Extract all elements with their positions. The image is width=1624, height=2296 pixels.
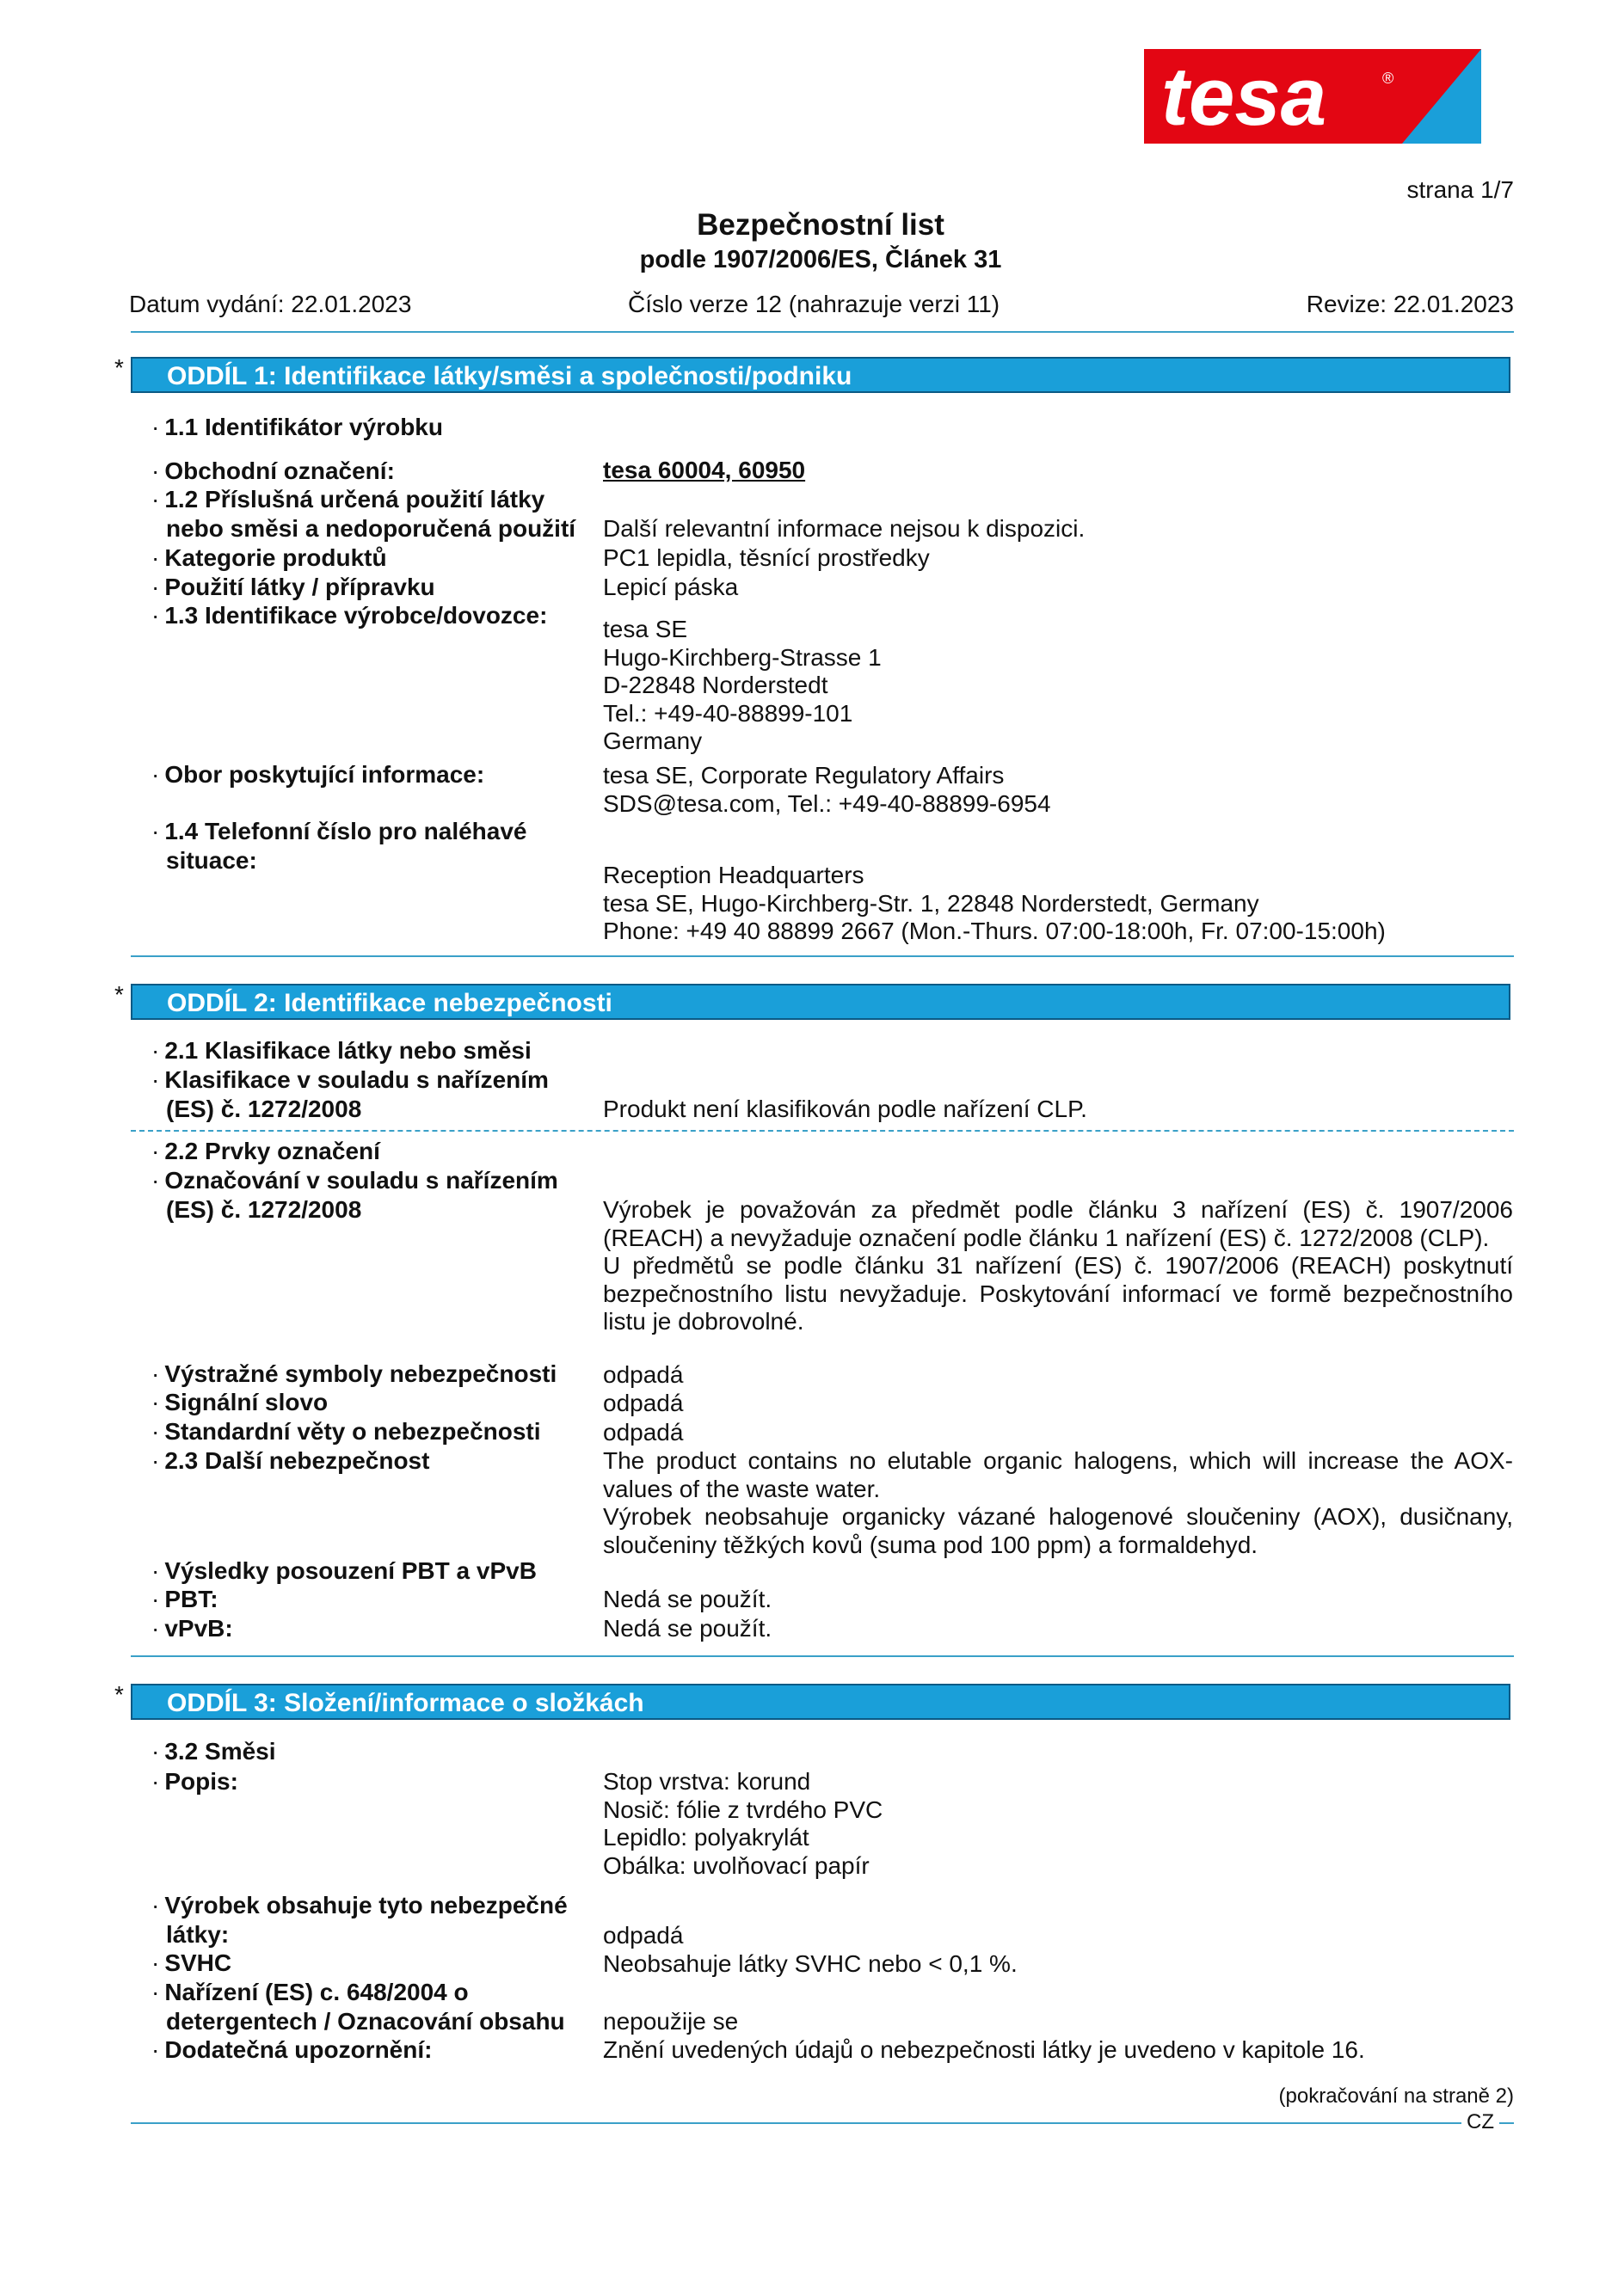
- field-label: · Označování v souladu s nařízením (ES) č. 1272/2008: [151, 1167, 558, 1223]
- field-label: · 3.2 Směsi: [151, 1738, 276, 1765]
- field-label: · 2.1 Klasifikace látky nebo směsi: [151, 1037, 532, 1064]
- field-value: Další relevantní informace nejsou k dispozici.: [603, 515, 1086, 542]
- logo-registered-mark: ®: [1382, 70, 1394, 87]
- field-label: · 2.3 Další nebezpečnost: [151, 1447, 430, 1474]
- continued-note: (pokračování na straně 2): [1278, 2084, 1514, 2108]
- trade-name-value: tesa 60004, 60950: [603, 457, 806, 483]
- field-label: · Obchodní označení:: [151, 457, 395, 484]
- field-value: odpadá: [603, 1390, 684, 1416]
- issue-date: Datum vydání: 22.01.2023: [129, 291, 412, 317]
- field-label: · Popis:: [151, 1768, 238, 1795]
- section-1-heading: ODDÍL 1: Identifikace látky/směsi a společnosti/podniku: [131, 357, 1510, 393]
- page-number: strana 1/7: [1406, 176, 1514, 203]
- footer-divider: [131, 2122, 1514, 2124]
- field-value: nepoužije se: [603, 2008, 739, 2035]
- section-3-heading: ODDÍL 3: Složení/informace o složkách: [131, 1684, 1510, 1720]
- document-subtitle: podle 1907/2006/ES, Článek 31: [639, 246, 1002, 273]
- field-value: odpadá: [603, 1361, 684, 1388]
- field-value: Lepicí páska: [603, 574, 739, 600]
- version-number: Číslo verze 12 (nahrazuje verzi 11): [628, 291, 1000, 317]
- field-value: Nedá se použít.: [603, 1586, 772, 1612]
- field-value: odpadá: [603, 1419, 684, 1446]
- field-label: · SVHC: [151, 1949, 232, 1976]
- field-label: · 1.4 Telefonní číslo pro naléhavé situace:: [151, 818, 527, 874]
- field-value: PC1 lepidla, těsnící prostředky: [603, 544, 930, 571]
- field-label: · 2.2 Prvky označení: [151, 1138, 380, 1164]
- mixture-description: Stop vrstva: korund Nosič: fólie z tvrdého PVC Lepidlo: polyakrylát Obálka: uvolňovací papír: [603, 1768, 883, 1879]
- field-label: · 1.2 Příslušná určená použití látky nebo směsi a nedoporučená použití: [151, 486, 576, 542]
- field-label: · Výrobek obsahuje tyto nebezpečné látky:: [151, 1892, 568, 1948]
- field-label: · Nařízení (ES) c. 648/2004 o detergentech / Oznacování obsahu: [151, 1979, 565, 2035]
- info-contact: tesa SE, Corporate Regulatory Affairs SDS@tesa.com, Tel.: +49-40-88899-6954: [603, 762, 1051, 817]
- field-label: · Obor poskytující informace:: [151, 761, 485, 788]
- field-label: · vPvB:: [151, 1615, 233, 1642]
- field-label: · Signální slovo: [151, 1389, 329, 1415]
- change-marker: *: [114, 981, 124, 1008]
- field-value: Neobsahuje látky SVHC nebo < 0,1 %.: [603, 1950, 1018, 1977]
- section-divider: [131, 1655, 1514, 1657]
- field-label: · PBT:: [151, 1586, 218, 1612]
- document-title: Bezpečnostní list: [697, 208, 944, 242]
- field-label: · Klasifikace v souladu s nařízením (ES) č. 1272/2008: [151, 1066, 549, 1122]
- emergency-contact: Reception Headquarters tesa SE, Hugo-Kirchberg-Str. 1, 22848 Norderstedt, Germany Phone: +49 40 88899 2667 (Mon.-Thurs. 07:00-18:00h, Fr. 07:00-15:00h): [603, 862, 1386, 944]
- manufacturer-address: tesa SE Hugo-Kirchberg-Strasse 1 D-22848 Norderstedt Tel.: +49-40-88899-101 Germany: [603, 616, 882, 754]
- field-label: · Výsledky posouzení PBT a vPvB: [151, 1557, 537, 1584]
- other-hazards-text: The product contains no elutable organic halogens, which will increase the AOX-values of the waste water. Výrobek neobsahuje organicky vázané halogenové sloučeniny (AOX), dusičnany, sloučeniny těžkých kovů (suma pod 100 ppm) a formaldehyd.: [603, 1447, 1513, 1558]
- labelling-text: Výrobek je považován za předmět podle článku 3 nařízení (ES) č. 1907/2006 (REACH) a nevyžaduje označení podle článku 1 nařízení (ES) č. 1272/2008 (CLP). U předmětů se podle článku 31 nařízení (ES) č. 1907/2006 (REACH) poskytnutí bezpečnostního listu nevyžaduje. Poskytování informací ve formě bezpečnostního listu je dobrovolné.: [603, 1196, 1513, 1335]
- field-label: · Dodatečná upozornění:: [151, 2036, 433, 2063]
- field-label: · 1.1 Identifikátor výrobku: [151, 414, 443, 440]
- section-divider: [131, 955, 1514, 957]
- field-value: Nedá se použít.: [603, 1615, 772, 1642]
- language-code: CZ: [1461, 2110, 1499, 2134]
- logo-wordmark: tesa: [1161, 51, 1327, 143]
- field-label: · 1.3 Identifikace výrobce/dovozce:: [151, 602, 548, 629]
- tesa-logo: [1144, 49, 1481, 144]
- change-marker: *: [114, 354, 124, 381]
- section-2-heading: ODDÍL 2: Identifikace nebezpečnosti: [131, 984, 1510, 1020]
- subsection-divider: [131, 1130, 1514, 1132]
- change-marker: *: [114, 1681, 124, 1708]
- field-label: · Standardní věty o nebezpečnosti: [151, 1418, 541, 1445]
- field-label: · Použití látky / přípravku: [151, 574, 435, 600]
- field-value: Produkt není klasifikován podle nařízení CLP.: [603, 1096, 1087, 1122]
- field-label: · Výstražné symboly nebezpečnosti: [151, 1360, 557, 1387]
- revision-date: Revize: 22.01.2023: [1306, 291, 1514, 317]
- field-value: Znění uvedených údajů o nebezpečnosti látky je uvedeno v kapitole 16.: [603, 2036, 1365, 2063]
- field-value: odpadá: [603, 1922, 684, 1949]
- field-label: · Kategorie produktů: [151, 544, 387, 571]
- header-divider: [131, 331, 1514, 333]
